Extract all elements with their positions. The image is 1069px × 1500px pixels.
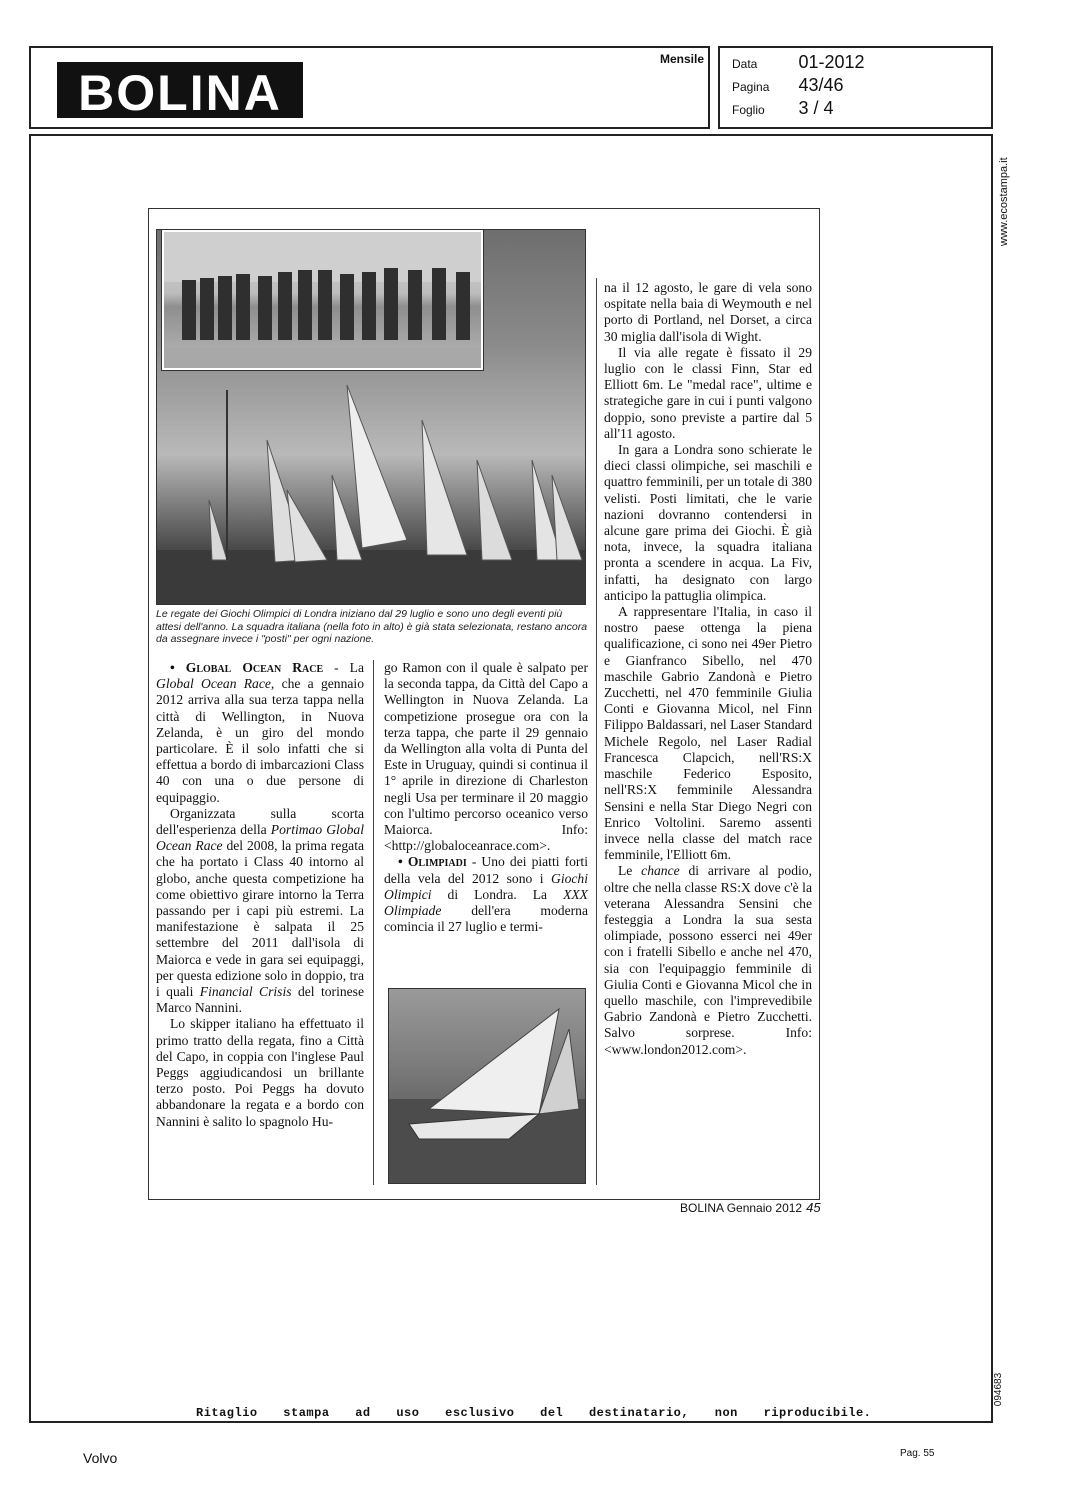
- paragraph: • Global Ocean Race - La Global Ocean Race, che a gennaio 2012 arriva alla sua terza tappa nella città di Wellington, in Nuova Zelanda, è un giro del mondo particolare. È il solo infatti che si effettua a bordo di imbarcazioni Class 40 con una o due persone di equipaggio.: [156, 660, 364, 805]
- section-heading: • Global Ocean Race: [170, 660, 324, 675]
- side-site: [996, 148, 1012, 248]
- periodicity: Mensile: [659, 52, 704, 66]
- sheet-value: 3 / 4: [798, 98, 834, 118]
- paragraph: Il via alle regate è fissato il 29 luglio con le classi Finn, Star ed Elliott 6m. Le "medal race", ultime e strategiche gare in cui i punti valgono doppio, sono previste a partire dal 5 all'11 agosto.: [604, 344, 812, 441]
- paragraph: In gara a Londra sono schierate le dieci classi olimpiche, sei maschili e quattro femminili, per un totale di 380 velisti. Posti limitati, che le varie nazioni dovranno contendersi in alcune gare prima dei Giochi. È già nota, invece, la squadra italiana pronta a scendere in acqua. La Fiv, infatti, ha designato con largo anticipo la pattuglia olimpica.: [604, 442, 813, 603]
- code-text: 094683: [993, 1372, 1005, 1407]
- header-metadata: [718, 46, 993, 129]
- date-label: Data: [732, 57, 758, 71]
- column-divider: [596, 278, 597, 1185]
- date-value: 01-2012: [798, 52, 865, 72]
- paragraph: Organizzata sulla scorta dell'esperienza della Portimao Global Ocean Race del 2008, la prima regata che ha portato i Class 40 intorno al globo, anche questa competizione ha come obiettivo girare intorno la Terra passando per i capi più estremi. La manifestazione è salpata il 25 settembre del 2011 dall'isola di Maiorca e vede in gara sei equipaggi, per questa edizione solo in doppio, tra i quali Financial Crisis del torinese Marco Nannini.: [156, 805, 365, 1016]
- header-masthead: [29, 46, 710, 129]
- paragraph: na il 12 agosto, le gare di vela sono ospitate nella baia di Weymouth e nel porto di Portland, nel Dorset, a circa 30 miglia dall'isola di Wight.: [604, 280, 812, 344]
- column-middle: [384, 660, 588, 935]
- page-value: 43/46: [798, 75, 844, 95]
- date-row: [732, 52, 865, 73]
- magazine-page: 45: [806, 1200, 821, 1215]
- column-divider: [373, 660, 374, 1185]
- client-name: Volvo: [83, 1450, 118, 1466]
- column-right: [604, 280, 812, 1058]
- team-illustration: [164, 232, 481, 368]
- bolina-logo: BOLINA: [57, 62, 303, 118]
- site-text: www.ecostampa.it: [998, 157, 1010, 246]
- page-label: Pagina: [732, 80, 770, 94]
- paragraph: Le chance di arrivare al podio, oltre che nella classe RS:X dove c'è la veterana Alessandra Sensini che festeggia a Londra la sua sesta olimpiade, possono esserci nei 49er con i fratelli Sibello e anche nel 470, sia con l'equipaggio femminile di Giulia Conti e Giovanna Micol che in quello maschile, con l'imprevedibile Gabrio Zandonà e Pietro Zucchetti. Salvo sorprese. Info: <www.london2012.com>.: [604, 863, 812, 1057]
- photo-caption: Le regate dei Giochi Olimpici di Londra iniziano dal 29 luglio e sono uno degli eventi più attesi dell'anno. La squadra italiana (nella foto in alto) è già stata selezionata, restano ancora da assegnare invece i "posti" per ogni nazione.: [156, 608, 588, 645]
- article-footer: [680, 1200, 821, 1215]
- magazine-issue: BOLINA Gennaio 2012: [680, 1201, 803, 1215]
- page-number: Pag. 55: [900, 1448, 935, 1459]
- team-photo: [162, 230, 483, 370]
- side-code: [993, 1372, 1012, 1412]
- paragraph: Lo skipper italiano ha effettuato il primo tratto della regata, fino a Città del Capo, in coppia con l'inglese Paul Peggs aggiudicandosi un brillante terzo posto. Poi Peggs ha dovuto abbandonare la regata e a bordo con Nannini è salito lo spagnolo Hu-: [156, 1016, 364, 1129]
- sheet-label: Foglio: [732, 103, 765, 117]
- paragraph: A rappresentare l'Italia, in caso il nostro paese ottenga la piena qualificazione, ci sono nei 49er Pietro e Gianfranco Sibello, nel 470 maschile Gabrio Zandonà e Pietro Zucchetti, nel 470 femminile Giulia Conti e Giovanna Micol, nel Finn Filippo Baldassari, nel Laser Standard Michele Regolo, nel Laser Radial Francesca Clapcich, nell'RS:X maschile Federico Esposito, nell'RS:X femminile Alessandra Sensini e nella Star Diego Negri con Enrico Voltolini. Saremo assenti invece nella classe del match race femminile, l'Elliott 6m.: [604, 604, 813, 863]
- boat-photo: [388, 988, 586, 1184]
- disclaimer: Ritaglio stampa ad uso esclusivo del destinatario, non riproducibile.: [196, 1406, 872, 1420]
- column-left: [156, 660, 364, 1130]
- paragraph: • Olimpiadi - Uno dei piatti forti della vela del 2012 sono i Giochi Olimpici di Londra. La XXX Olimpiade dell'era moderna comincia il 27 luglio e termi-: [384, 854, 588, 935]
- paragraph: go Ramon con il quale è salpato per la seconda tappa, da Città del Capo a Wellington in Nuova Zelanda. La competizione prosegue ora con la terza tappa, che parte il 29 gennaio da Wellington alla volta di Punta del Este in Uruguay, quindi si continua il 1° aprile in direzione di Charleston negli Usa per terminare il 20 maggio con l'ultimo percorso oceanico verso Maiorca. Info: <http://globaloceanrace.com>.: [384, 660, 588, 854]
- page-row: [732, 75, 844, 96]
- section-heading: • Olimpiadi: [398, 854, 467, 870]
- sheet-row: [732, 98, 833, 119]
- capsizing-boat-illustration: [389, 989, 585, 1183]
